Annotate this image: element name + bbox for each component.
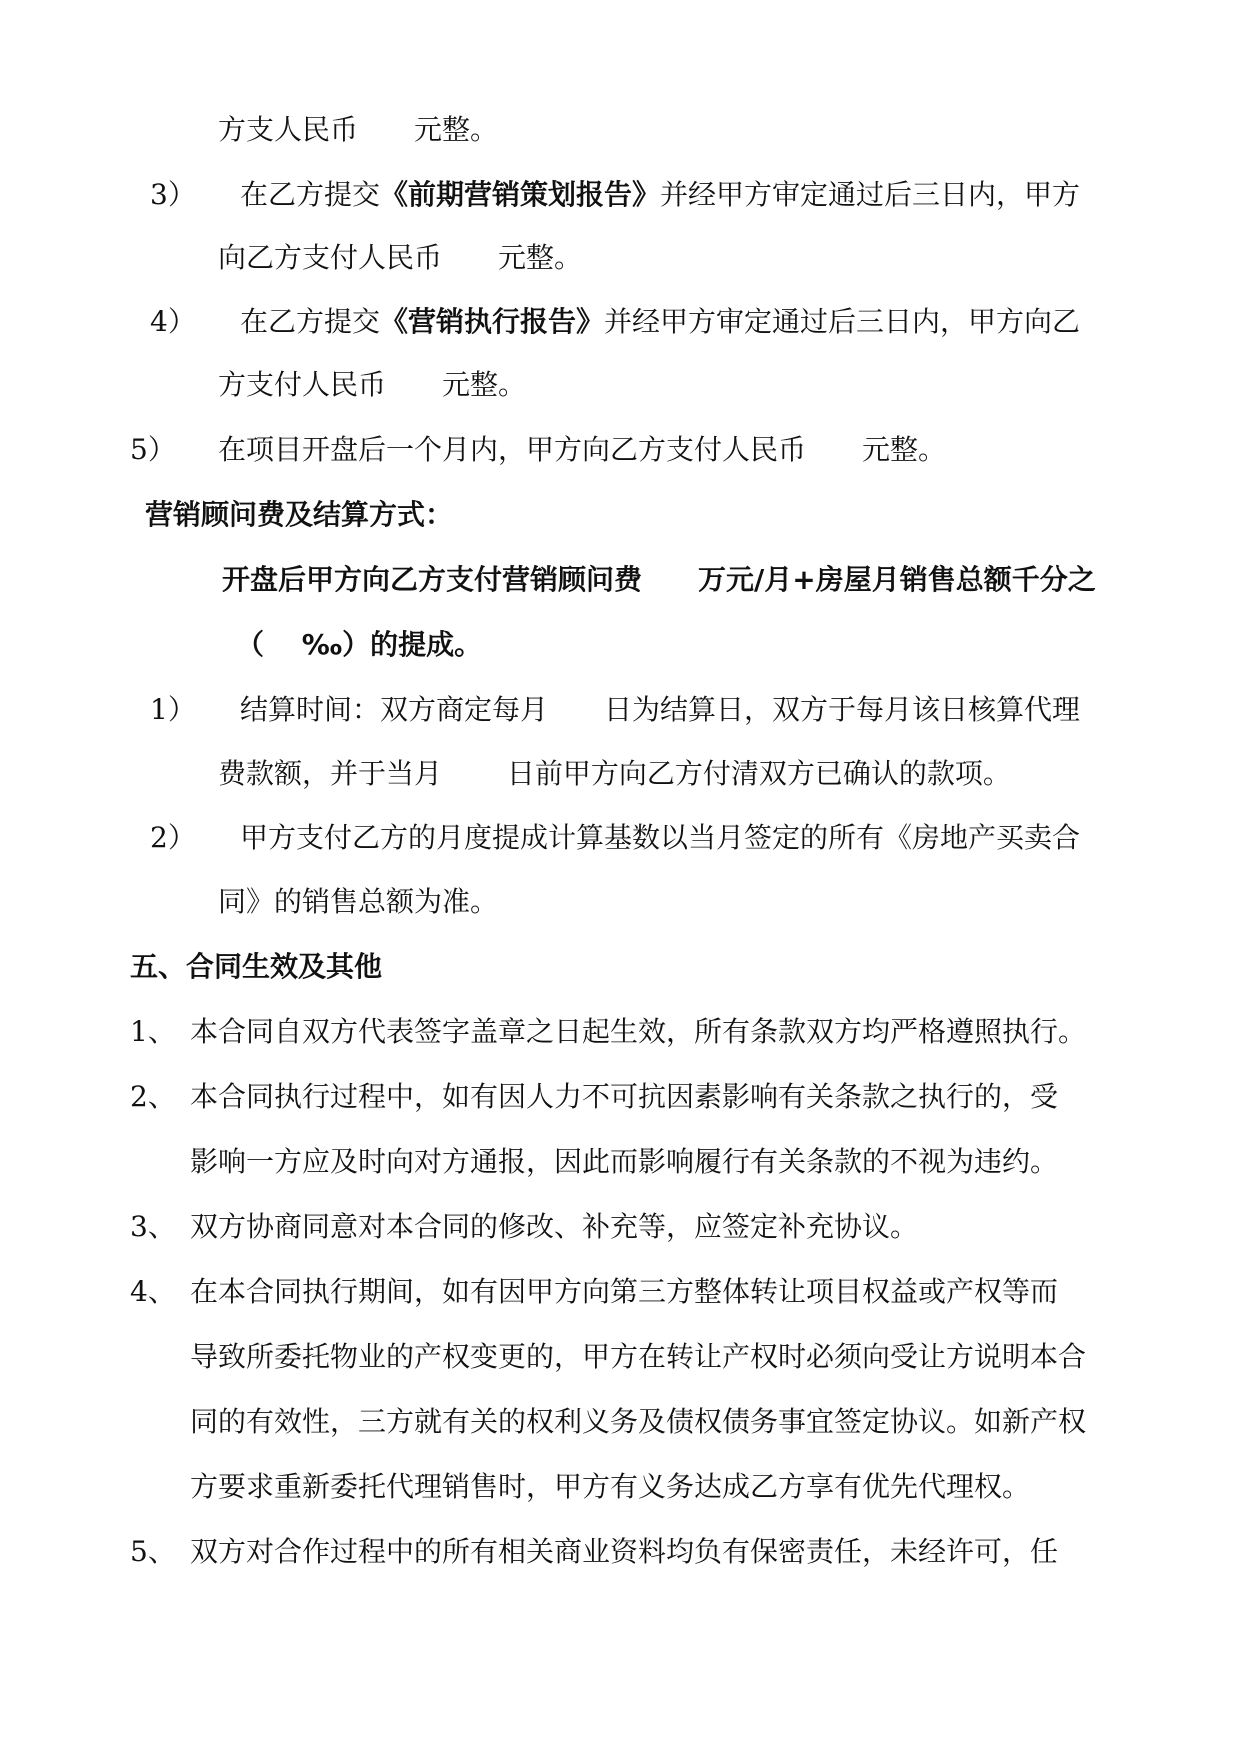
text-run: 在项目开盘后一个月内，甲方向乙方支付人民币 元整。: [218, 433, 947, 466]
item-number: 2、: [130, 1080, 176, 1113]
text-run: 影响一方应及时向对方通报，因此而影响履行有关条款的不视为违约。: [190, 1145, 1059, 1178]
item-number: 5）: [130, 433, 176, 466]
text-line: [218, 430, 946, 470]
text-run: 双方对合作过程中的所有相关商业资料均负有保密责任，未经许可，任: [190, 1535, 1059, 1568]
text-run: 结算时间：双方商定每月 日为结算日，双方于每月该日核算代理: [240, 693, 1081, 726]
text-run: 同》的销售总额为准。: [218, 885, 499, 918]
report-title: 《营销执行报告》: [380, 305, 605, 338]
text-run: 方支付人民币 元整。: [218, 368, 527, 401]
item-number: 4、: [130, 1275, 176, 1308]
text-run: 在乙方提交: [240, 305, 381, 338]
text-line: 开盘后甲方向乙方支付营销顾问费 万元/月+房屋月销售总额千分之: [222, 563, 1096, 596]
text-line: [190, 1337, 1086, 1377]
text-line: [218, 110, 498, 150]
text-line: [190, 1272, 1058, 1312]
item-number: 4）: [150, 305, 196, 338]
section-heading: 营销顾问费及结算方式：: [145, 498, 454, 531]
text-line: [240, 175, 1080, 215]
text-line: [240, 818, 1080, 858]
text-run: 在本合同执行期间，如有因甲方向第三方整体转让项目权益或产权等而: [190, 1275, 1059, 1308]
text-run: 并经甲方审定通过后三日内，甲方: [660, 178, 1081, 211]
text-line: [218, 238, 582, 278]
text-run: 费款额，并于当月 日前甲方向乙方付清双方已确认的款项。: [218, 757, 1011, 790]
item-number: 3）: [150, 178, 196, 211]
item-number: 3、: [130, 1210, 176, 1243]
text-run: 并经甲方审定通过后三日内，甲方向乙: [604, 305, 1081, 338]
text-line: [190, 1532, 1058, 1572]
text-line: [190, 1077, 1058, 1117]
item-number: 1、: [130, 1015, 176, 1048]
text-run: 甲方支付乙方的月度提成计算基数以当月签定的所有《房地产买卖合: [240, 821, 1081, 854]
text-line: [240, 302, 1080, 342]
text-line: [190, 1467, 1030, 1507]
item-number: 5、: [130, 1535, 176, 1568]
text-line: [218, 882, 498, 922]
text-run: 方要求重新委托代理销售时，甲方有义务达成乙方享有优先代理权。: [190, 1470, 1031, 1503]
item-number: 1）: [150, 693, 196, 726]
text-run: 双方协商同意对本合同的修改、补充等，应签定补充协议。: [190, 1210, 919, 1243]
text-line: [190, 1142, 1058, 1182]
text-run: 方支人民币 元整。: [218, 113, 499, 146]
text-run: 在乙方提交: [240, 178, 381, 211]
text-line: [190, 1012, 1086, 1052]
text-run: 导致所委托物业的产权变更的，甲方在转让产权时必须向受让方说明本合: [190, 1340, 1087, 1373]
report-title: 《前期营销策划报告》: [380, 178, 661, 211]
text-run: 本合同自双方代表签字盖章之日起生效，所有条款双方均严格遵照执行。: [190, 1015, 1087, 1048]
text-line: [240, 690, 1080, 730]
item-number: 2）: [150, 821, 196, 854]
text-run: 本合同执行过程中，如有因人力不可抗因素影响有关条款之执行的，受: [190, 1080, 1059, 1113]
text-line: [190, 1207, 918, 1247]
text-line: [218, 365, 526, 405]
text-line: [190, 1402, 1086, 1442]
text-run: 向乙方支付人民币 元整。: [218, 241, 583, 274]
section-heading: 五、合同生效及其他: [130, 950, 383, 983]
text-line: [218, 754, 1011, 794]
text-run: 同的有效性，三方就有关的权利义务及债权债务事宜签定协议。如新产权: [190, 1405, 1087, 1438]
text-line: （ ‰）的提成。: [236, 628, 483, 661]
